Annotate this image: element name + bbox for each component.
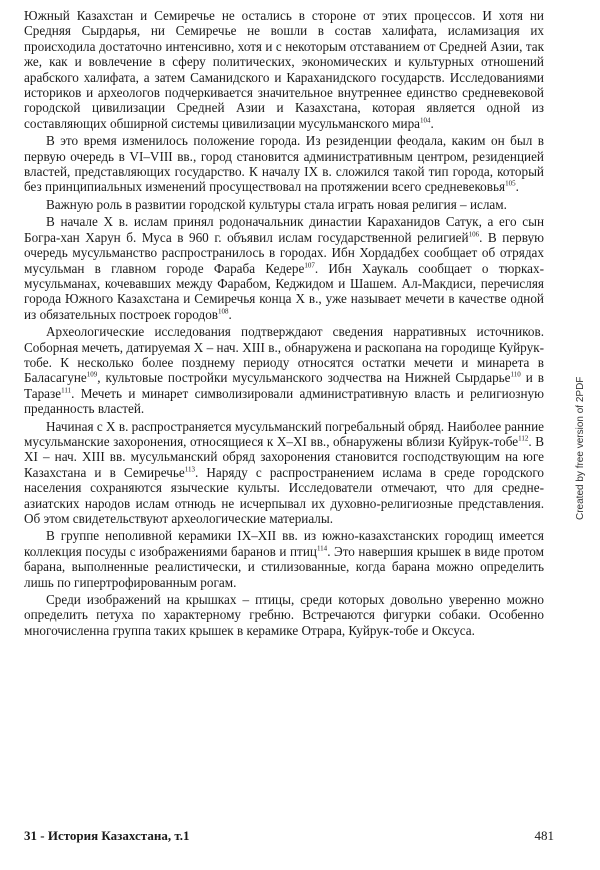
watermark-side-text: Created by free version of 2PDF (575, 376, 586, 520)
paragraph-4: В начале X в. ислам принял родоначальник династии Караханидов Сатук, а его сын Богра-хан Харун б. Муса в 960 г. объявил ислам государственной религией$^{106}$. В первую очередь мусульманство распространилось в городах. Ибн Хордадбех сообщает об отрядах мусульман в главном городе Фараба Кедере$^{107}$. Ибн Хаукаль сообщает о тюрках-мусульманах, кочевавших между Фарабом, Кеджидом и Шашем. Ал-Макдиси, перечисляя города Южного Казахстана и Семиречья конца X в., уже называет мечети в качестве одной из обязательных построек городов$^{108}$. (24, 214, 544, 322)
paragraph-7: В группе неполивной керамики IX–XII вв. из южно-казахстанских городищ имеется коллекция посуды с изображениями баранов и птиц$^{114}$. Это навершия крышек в виде протом барана, выполненные реалистически, и стилизованные, когда барана можно определить лишь по гипертрофированным рогам. (24, 528, 544, 590)
paragraph-3: Важную роль в развитии городской культуры стала играть новая религия – ислам. (46, 196, 507, 212)
paragraph-1: Южный Казахстан и Семиречье не остались в стороне от этих процессов. И хотя ни Средняя Сырдарья, ни Семиречье не вошли в состав халифата, исламизация их происходила достаточно интенсивно, хотя и с некоторым отставанием от Средней Азии, так же, как и вовлечение в сферу политических, экономических и культурных отношений арабского халифата, а затем Саманидского и Караханидского государств. Исследованиями историков и археологов подчеркивается значительное внутреннее единство средневековой городской цивилизации Средней Азии и Казахстана, которая является одной из составляющих обширной системы цивилизации мусульманского мира$^{104}$. (24, 8, 544, 131)
paragraph-5: Археологические исследования подтверждают сведения нарративных источников. Соборная мечеть, датируемая X – нач. XIII в., обнаружена и раскопана на городище Куйрук-тобе. К несколько более позднему периоду относятся остатки мечети и минарета в Баласагуне$^{109}$, культовые постройки мусульманского зодчества на Нижней Сырдарье$^{110}$ и в Таразе$^{111}$. Мечеть и минарет символизировали административную власть и религиозную преданность властей. (24, 324, 544, 417)
page-number: 481 (534, 828, 554, 843)
footer-signature: 31 - История Казахстана, т.1 (24, 828, 190, 843)
main-text (24, 8, 544, 638)
page-footer (24, 828, 554, 848)
paragraph-6: Начиная с X в. распространяется мусульманский погребальный обряд. Наиболее ранние мусульманские захоронения, относящиеся к X–XI вв., обнаружены вблизи Куйрук-тобе$^{112}$. В XI – нач. XIII вв. мусульманский обряд захоронения становится господствующим на юге Казахстана и в Семиречье$^{113}$. Наряду с распространением ислама в среде городского населения сохраняются языческие культы. Исследователи отмечают, что для средне-азиатских народов ислам отнюдь не исчерпывал их духовно-религиозные представления. Об этом свидетельствуют археологические материалы. (24, 418, 545, 526)
paragraph-2: В это время изменилось положение города. Из резиденции феодала, каким он был в первую очередь в VI–VIII вв., город становится административным центром, резиденцией властей, представляющих государство. К началу IX в. сложился такой тип города, который без принципиальных изменений просуществовал на протяжении всего средневековья$^{105}$. (24, 133, 544, 195)
paragraph-8: Среди изображений на крышках – птицы, среди которых довольно уверенно можно определить петуха по характерному гребню. Встречаются фигурки собаки. Особенно многочисленна группа таких крышек в керамике Отрара, Куйрук-тобе и Оксуса. (24, 592, 544, 638)
